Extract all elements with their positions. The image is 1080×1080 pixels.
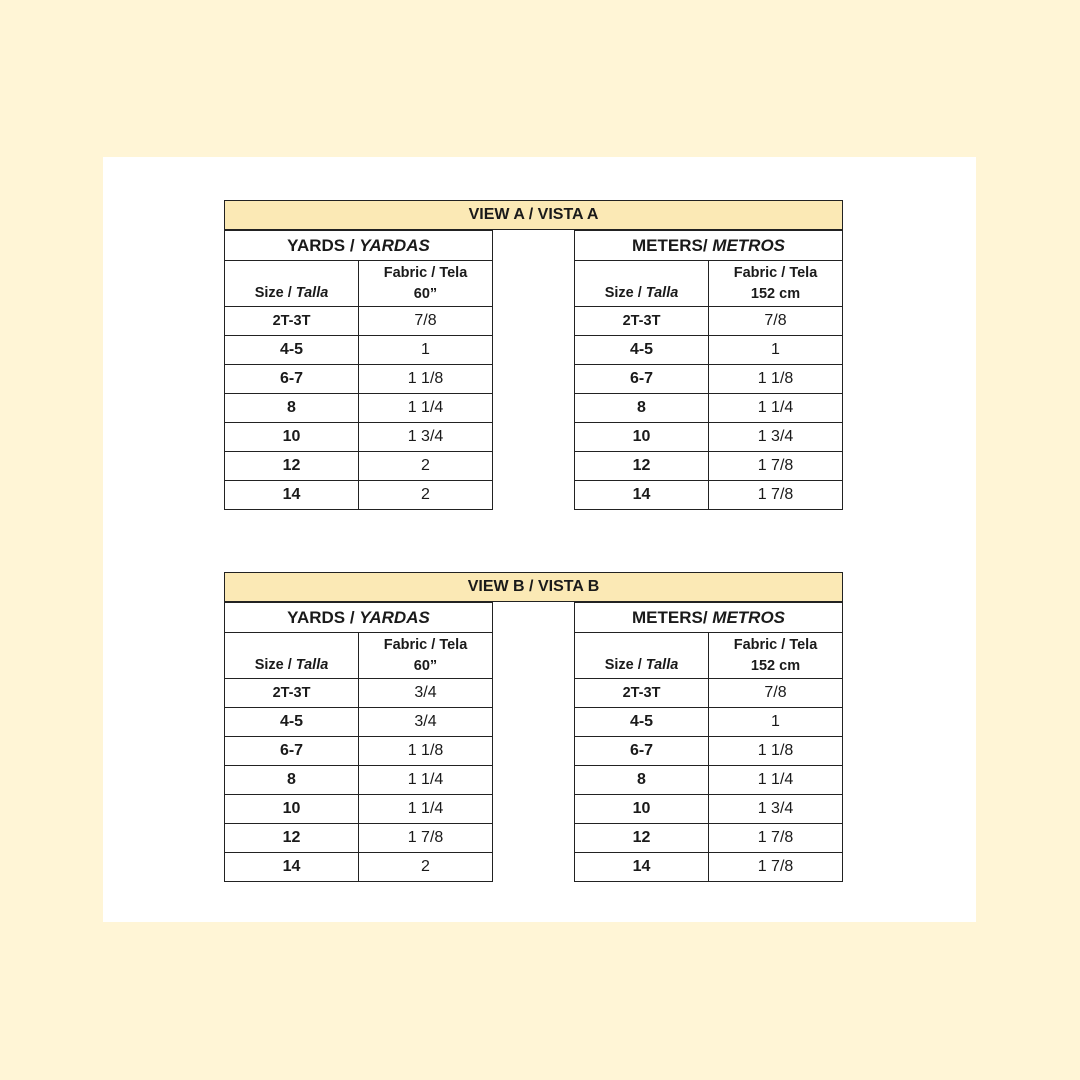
table-row (225, 394, 493, 423)
size-cell: 2T-3T (575, 307, 709, 336)
view-b-section (224, 572, 843, 889)
fabric-label: Fabric / Tela (383, 636, 468, 653)
size-cell: 12 (225, 824, 359, 853)
table-row (225, 824, 493, 853)
fabric-width: 152 cm (750, 285, 801, 302)
size-cell: 10 (575, 423, 709, 452)
view-a-section (224, 200, 843, 517)
fabric-amount-cell: 1 1/8 (359, 737, 493, 766)
size-cell: 2T-3T (225, 307, 359, 336)
fabric-amount-cell: 1 3/4 (709, 423, 843, 452)
size-cell: 4-5 (575, 708, 709, 737)
unit-label-spanish: METROS (712, 607, 786, 627)
size-cell: 6-7 (575, 737, 709, 766)
size-cell: 10 (225, 423, 359, 452)
table-row (225, 737, 493, 766)
table-row (575, 795, 843, 824)
table-row (225, 481, 493, 510)
size-cell: 14 (225, 853, 359, 882)
unit-header-row (225, 231, 493, 261)
fabric-amount-cell: 1 1/4 (359, 766, 493, 795)
tables-pair (224, 602, 843, 889)
size-cell: 12 (575, 824, 709, 853)
unit-label: YARDS / (287, 607, 360, 627)
table-row (575, 394, 843, 423)
yards-unit-header (225, 603, 493, 633)
size-cell: 8 (225, 394, 359, 423)
fabric-amount-cell: 1 3/4 (709, 795, 843, 824)
size-column-header (575, 633, 709, 679)
table-row (575, 452, 843, 481)
unit-header-row (575, 603, 843, 633)
fabric-amount-cell: 1 7/8 (359, 824, 493, 853)
fabric-amount-cell: 1 7/8 (709, 452, 843, 481)
table-row (575, 766, 843, 795)
table-row (575, 336, 843, 365)
fabric-column-header (709, 261, 843, 307)
table-row (575, 365, 843, 394)
size-cell: 10 (225, 795, 359, 824)
size-label: Size / (604, 285, 646, 301)
column-header-row (575, 633, 843, 679)
size-label-spanish: Talla (645, 657, 679, 673)
size-cell: 12 (575, 452, 709, 481)
size-cell: 8 (575, 394, 709, 423)
fabric-column-header (709, 633, 843, 679)
unit-label: YARDS / (287, 235, 360, 255)
table-row (225, 853, 493, 882)
size-cell: 6-7 (575, 365, 709, 394)
table-row (225, 365, 493, 394)
table-row (225, 766, 493, 795)
view-title: VIEW A / VISTA A (224, 200, 843, 230)
fabric-amount-cell: 1 (359, 336, 493, 365)
fabric-width: 60” (413, 285, 438, 302)
size-cell: 4-5 (225, 336, 359, 365)
size-cell: 4-5 (225, 708, 359, 737)
size-label: Size / (254, 657, 296, 673)
column-header-row (225, 261, 493, 307)
fabric-amount-cell: 1 7/8 (709, 824, 843, 853)
fabric-chart-card (103, 157, 976, 922)
size-label: Size / (604, 657, 646, 673)
fabric-amount-cell: 7/8 (359, 307, 493, 336)
size-column-header (575, 261, 709, 307)
unit-label: METERS/ (631, 607, 713, 627)
fabric-width: 152 cm (750, 657, 801, 674)
fabric-column-header (359, 261, 493, 307)
size-cell: 2T-3T (225, 679, 359, 708)
size-cell: 14 (575, 481, 709, 510)
table-row (575, 708, 843, 737)
size-cell: 14 (225, 481, 359, 510)
size-label-spanish: Talla (645, 285, 679, 301)
size-column-header (225, 261, 359, 307)
table-row (575, 737, 843, 766)
table-row (225, 679, 493, 708)
column-header-row (575, 261, 843, 307)
unit-header-row (225, 603, 493, 633)
table-row (225, 423, 493, 452)
unit-label: METERS/ (631, 235, 713, 255)
unit-label-spanish: YARDAS (359, 235, 430, 255)
table-row (225, 795, 493, 824)
meters-table (574, 602, 843, 882)
fabric-amount-cell: 1 3/4 (359, 423, 493, 452)
fabric-amount-cell: 2 (359, 853, 493, 882)
meters-unit-header (575, 603, 843, 633)
unit-label-spanish: METROS (712, 235, 786, 255)
table-row (575, 423, 843, 452)
view-title: VIEW B / VISTA B (224, 572, 843, 602)
table-row (575, 679, 843, 708)
table-row (225, 307, 493, 336)
column-header-row (225, 633, 493, 679)
fabric-amount-cell: 1 (709, 336, 843, 365)
size-cell: 8 (575, 766, 709, 795)
table-row (575, 307, 843, 336)
fabric-amount-cell: 7/8 (709, 307, 843, 336)
size-cell: 4-5 (575, 336, 709, 365)
table-row (575, 853, 843, 882)
table-row (225, 336, 493, 365)
meters-table (574, 230, 843, 510)
size-cell: 6-7 (225, 737, 359, 766)
size-cell: 14 (575, 853, 709, 882)
fabric-amount-cell: 2 (359, 481, 493, 510)
fabric-label: Fabric / Tela (733, 636, 818, 653)
fabric-amount-cell: 1 1/4 (709, 394, 843, 423)
fabric-width: 60” (413, 657, 438, 674)
size-cell: 12 (225, 452, 359, 481)
yards-table (224, 230, 493, 510)
table-row (575, 481, 843, 510)
unit-label-spanish: YARDAS (359, 607, 430, 627)
fabric-amount-cell: 1 (709, 708, 843, 737)
fabric-label: Fabric / Tela (733, 264, 818, 281)
unit-header-row (575, 231, 843, 261)
fabric-amount-cell: 1 1/8 (359, 365, 493, 394)
yards-table (224, 602, 493, 882)
size-cell: 8 (225, 766, 359, 795)
table-row (225, 708, 493, 737)
fabric-column-header (359, 633, 493, 679)
fabric-amount-cell: 1 1/8 (709, 737, 843, 766)
fabric-amount-cell: 1 1/4 (359, 795, 493, 824)
size-cell: 10 (575, 795, 709, 824)
yards-unit-header (225, 231, 493, 261)
size-label: Size / (254, 285, 296, 301)
fabric-amount-cell: 1 1/4 (709, 766, 843, 795)
meters-unit-header (575, 231, 843, 261)
table-row (575, 824, 843, 853)
tables-pair (224, 230, 843, 517)
fabric-amount-cell: 1 1/8 (709, 365, 843, 394)
table-row (225, 452, 493, 481)
fabric-amount-cell: 3/4 (359, 708, 493, 737)
size-label-spanish: Talla (295, 285, 329, 301)
fabric-label: Fabric / Tela (383, 264, 468, 281)
fabric-amount-cell: 1 7/8 (709, 853, 843, 882)
size-label-spanish: Talla (295, 657, 329, 673)
fabric-amount-cell: 7/8 (709, 679, 843, 708)
fabric-amount-cell: 1 7/8 (709, 481, 843, 510)
size-column-header (225, 633, 359, 679)
size-cell: 6-7 (225, 365, 359, 394)
fabric-amount-cell: 3/4 (359, 679, 493, 708)
size-cell: 2T-3T (575, 679, 709, 708)
fabric-amount-cell: 1 1/4 (359, 394, 493, 423)
fabric-amount-cell: 2 (359, 452, 493, 481)
